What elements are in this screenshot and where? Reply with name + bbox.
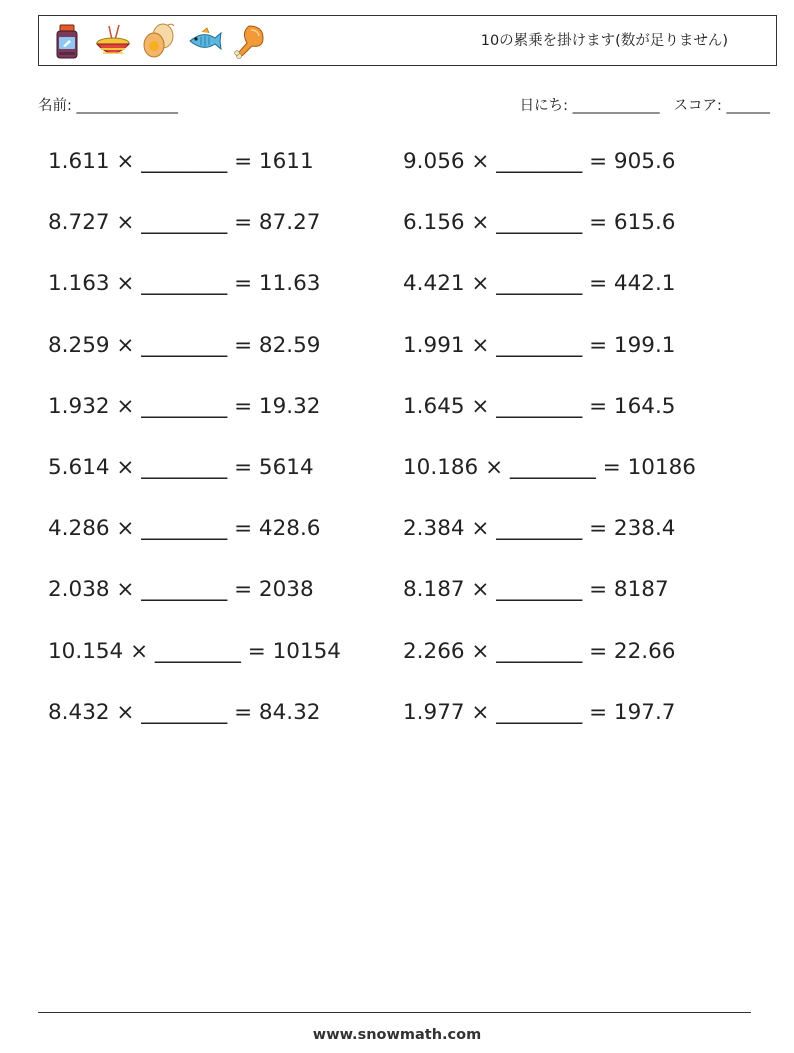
- problem: 2.038 × ________ = 2038: [48, 577, 314, 603]
- problem: 9.056 × ________ = 905.6: [403, 149, 676, 174]
- problem: 1.611 × ________ = 1611: [48, 149, 314, 174]
- worksheet-title: 10の累乗を掛けます(数が足りません): [480, 33, 728, 49]
- problem: 1.163 × ________ = 11.63: [48, 271, 321, 297]
- drumstick-icon: [233, 22, 269, 60]
- problem: 2.266 × ________ = 22.66: [403, 638, 676, 664]
- problem-row: [48, 389, 768, 450]
- score-field: スコア: ______: [673, 98, 770, 114]
- problem-row: [48, 572, 768, 633]
- footer-divider: [38, 1012, 751, 1013]
- problem-row: [48, 450, 768, 511]
- problem: 10.186 × ________ = 10186: [403, 454, 696, 480]
- jar-icon: [49, 22, 85, 60]
- worksheet-header: [38, 15, 777, 66]
- problem-row: [48, 144, 768, 205]
- problem-row: [48, 328, 768, 389]
- fish-icon: [187, 22, 223, 60]
- problem: 1.991 × ________ = 199.1: [403, 332, 676, 358]
- problem: 5.614 × ________ = 5614: [48, 454, 314, 480]
- problem: 8.432 × ________ = 84.32: [48, 699, 321, 725]
- problem-row: [48, 266, 768, 327]
- problem: 1.932 × ________ = 19.32: [48, 393, 321, 419]
- problem: 8.187 × ________ = 8187: [403, 577, 669, 603]
- problem-row: [48, 634, 768, 695]
- problem: 10.154 × ________ = 10154: [48, 638, 341, 664]
- date-score-fields: [520, 94, 770, 115]
- eggs-icon: [141, 22, 177, 60]
- icon-row: [49, 21, 269, 61]
- problem-row: [48, 695, 768, 756]
- problem: 1.645 × ________ = 164.5: [403, 393, 676, 419]
- footer-url: www.snowmath.com: [312, 1027, 482, 1043]
- noodle-bowl-icon: [95, 22, 131, 60]
- name-field: 名前: ______________: [38, 98, 178, 114]
- problem-row: [48, 205, 768, 266]
- problem: 4.421 × ________ = 442.1: [403, 271, 676, 297]
- problem-grid: [48, 144, 768, 756]
- problem: 8.259 × ________ = 82.59: [48, 332, 321, 358]
- problem: 4.286 × ________ = 428.6: [48, 516, 321, 542]
- problem-row: [48, 511, 768, 572]
- problem: 8.727 × ________ = 87.27: [48, 210, 321, 236]
- problem: 1.977 × ________ = 197.7: [403, 699, 676, 725]
- problem: 6.156 × ________ = 615.6: [403, 210, 676, 236]
- date-field: 日にち: ____________: [519, 98, 660, 114]
- problem: 2.384 × ________ = 238.4: [403, 516, 676, 542]
